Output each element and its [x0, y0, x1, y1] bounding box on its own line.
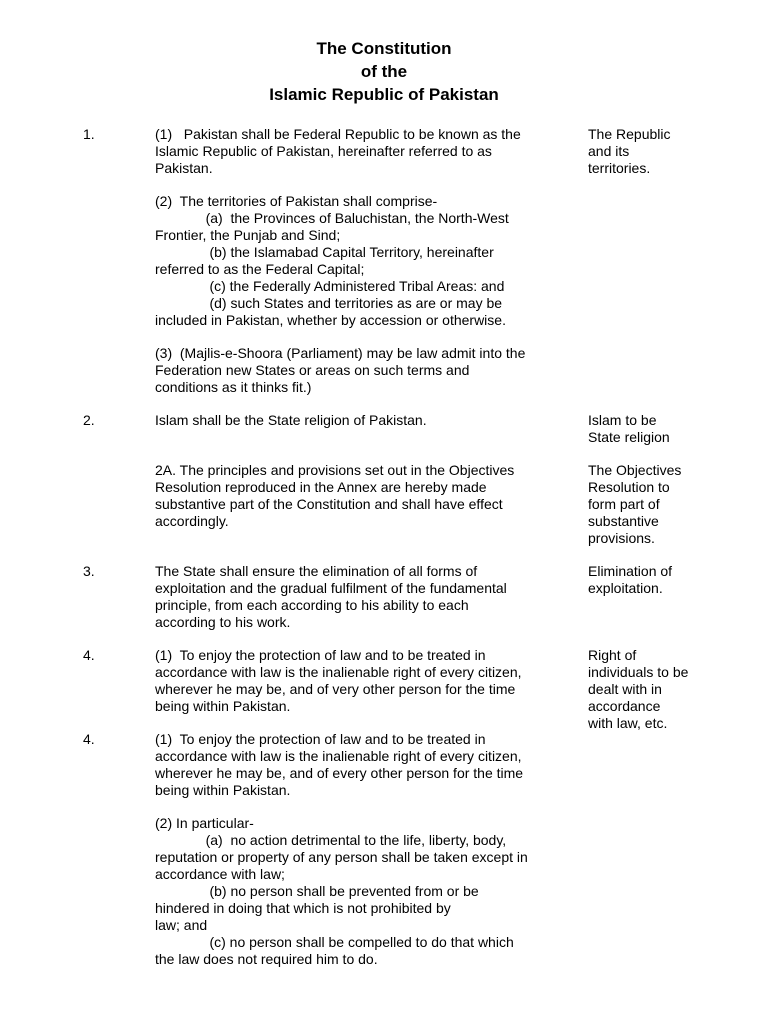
text-line: exploitation and the gradual fulfilment of the fundamental — [155, 580, 507, 596]
text-line: Frontier, the Punjab and Sind; — [155, 227, 341, 243]
text-line: accordance with law; — [155, 866, 285, 882]
text-line: substantive part of the Constitution and shall have effect — [155, 496, 503, 512]
text-line: principle, from each according to his ability to each — [155, 597, 469, 613]
text-line: being within Pakistan. — [155, 782, 291, 798]
text-line: Islamic Republic of Pakistan, hereinafter referred to as — [155, 143, 492, 159]
article-paragraph — [155, 647, 570, 715]
text-line: accordance with law is the inalienable right of every citizen, — [155, 664, 522, 680]
text-line: (c) the Federally Administered Tribal Areas: and — [155, 278, 505, 294]
article-paragraph — [155, 126, 570, 177]
text-line: (a) the Provinces of Baluchistan, the North-West — [155, 210, 509, 226]
marginal-note-line: Elimination of — [588, 563, 673, 579]
article-paragraph — [155, 462, 570, 530]
text-line: (2) The territories of Pakistan shall comprise- — [155, 193, 438, 209]
marginal-note-line: with law, etc. — [588, 715, 668, 731]
marginal-note-line: territories. — [588, 160, 651, 176]
marginal-note-line: form part of — [588, 496, 660, 512]
article-paragraph — [155, 731, 570, 799]
text-line: the law does not required him to do. — [155, 951, 378, 967]
marginal-note-line: Right of — [588, 647, 637, 663]
text-line: (a) no action detrimental to the life, liberty, body, — [155, 832, 507, 848]
text-line: wherever he may be, and of very other person for the time — [155, 681, 516, 697]
marginal-note-line: accordance — [588, 698, 661, 714]
marginal-note — [588, 412, 708, 446]
text-line: accordingly. — [155, 513, 229, 529]
document-title-line-1: The Constitution — [316, 39, 452, 58]
text-line: reputation or property of any person shall be taken except in — [155, 849, 528, 865]
text-line: (b) no person shall be prevented from or be — [155, 883, 479, 899]
text-line: 2A. The principles and provisions set out in the Objectives — [155, 462, 515, 478]
document-title-line-2: of the — [360, 62, 408, 81]
text-line: law; and — [155, 917, 208, 933]
article-paragraph — [155, 563, 570, 631]
text-line: being within Pakistan. — [155, 698, 291, 714]
marginal-note-line: substantive — [588, 513, 659, 529]
marginal-note-line: The Republic — [588, 126, 671, 142]
text-line: Pakistan. — [155, 160, 213, 176]
text-line: (d) such States and territories as are or may be — [155, 295, 503, 311]
marginal-note — [588, 126, 708, 177]
text-line: (2) In particular- — [155, 815, 254, 831]
article-paragraph — [155, 345, 570, 396]
marginal-note — [588, 462, 708, 547]
marginal-note-line: and its — [588, 143, 630, 159]
text-line: accordance with law is the inalienable right of every citizen, — [155, 748, 522, 764]
text-line: The State shall ensure the elimination of all forms of — [155, 563, 478, 579]
text-line: Islam shall be the State religion of Pakistan. — [155, 412, 427, 428]
marginal-note-line: Resolution to — [588, 479, 670, 495]
text-line: referred to as the Federal Capital; — [155, 261, 365, 277]
marginal-note-line: dealt with in — [588, 681, 662, 697]
marginal-note-line: Islam to be — [588, 412, 657, 428]
marginal-note-line: State religion — [588, 429, 670, 445]
document-title-line-3: Islamic Republic of Pakistan — [269, 85, 499, 104]
article-number: 4. — [83, 731, 95, 747]
article-number: 1. — [83, 126, 95, 142]
marginal-note — [588, 647, 708, 732]
text-line: (c) no person shall be compelled to do that which — [155, 934, 514, 950]
text-line: Federation new States or areas on such terms and — [155, 362, 470, 378]
marginal-note-line: individuals to be — [588, 664, 689, 680]
text-line: (1) To enjoy the protection of law and to be treated in — [155, 731, 486, 747]
marginal-note-line: exploitation. — [588, 580, 663, 596]
marginal-note — [588, 563, 708, 597]
article-paragraph — [155, 412, 570, 429]
article-number: 4. — [83, 647, 95, 663]
text-line: Resolution reproduced in the Annex are hereby made — [155, 479, 487, 495]
text-line: hindered in doing that which is not prohibited by — [155, 900, 451, 916]
marginal-note-line: provisions. — [588, 530, 655, 546]
text-line: (b) the Islamabad Capital Territory, hereinafter — [155, 244, 494, 260]
text-line: included in Pakistan, whether by accession or otherwise. — [155, 312, 506, 328]
text-line: (3) (Majlis-e-Shoora (Parliament) may be law admit into the — [155, 345, 526, 361]
text-line: according to his work. — [155, 614, 291, 630]
text-line: (1) To enjoy the protection of law and to be treated in — [155, 647, 486, 663]
article-paragraph — [155, 815, 570, 968]
article-paragraph — [155, 193, 570, 329]
article-number: 2. — [83, 412, 95, 428]
article-number: 3. — [83, 563, 95, 579]
marginal-note-line: The Objectives — [588, 462, 682, 478]
text-line: conditions as it thinks fit.) — [155, 379, 312, 395]
text-line: (1) Pakistan shall be Federal Republic to be known as the — [155, 126, 521, 142]
text-line: wherever he may be, and of every other person for the time — [155, 765, 524, 781]
